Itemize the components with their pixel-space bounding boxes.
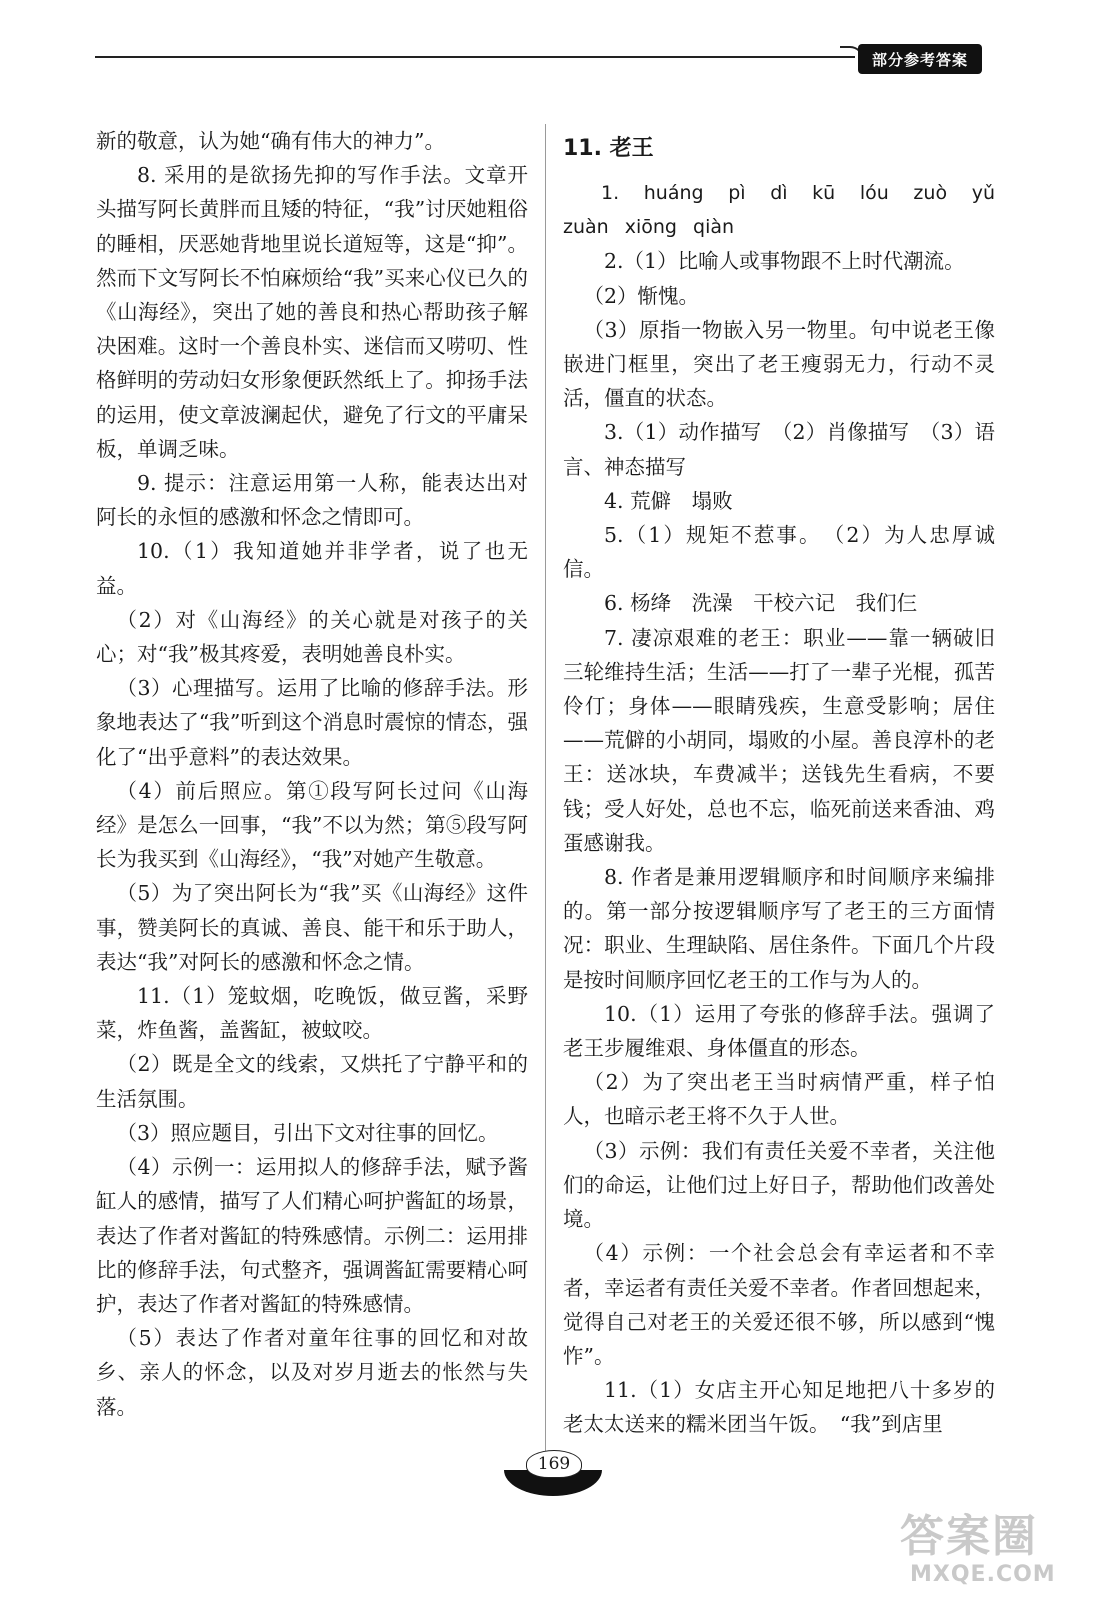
paragraph: （3）示例：我们有责任关爱不幸者，关注他们的命运，让他们过上好日子，帮助他们改善处境。 [563, 1138, 995, 1232]
paragraph: （3）原指一物嵌入另一物里。句中说老王像嵌进门框里，突出了老王瘦弱无力，行动不灵活，僵直的状态。 [563, 317, 995, 411]
paragraph: （2）惭愧。 [583, 283, 700, 308]
pinyin-answer: 1. huáng pì dì kū lóu zuò yǔ zuàn xiōng qiàn [563, 182, 995, 239]
column-divider [545, 124, 546, 1454]
page-number-badge [498, 1444, 608, 1504]
paragraph: （2）对《山海经》的关心就是对孩子的关心；对“我”极其疼爱，表明她善良朴实。 [96, 607, 528, 667]
paragraph: 3.（1）动作描写 （2）肖像描写 （3）语言、神态描写 [563, 420, 995, 479]
right-column [563, 124, 995, 1442]
paragraph: 新的敬意，认为她“确有伟大的神力”。 [96, 129, 445, 153]
paragraph: 11.（1）笼蚊烟，吃晚饭，做豆酱，采野菜，炸鱼酱，盖酱缸，被蚊咬。 [96, 984, 528, 1043]
watermark-url: MXQE.COM [910, 1562, 1056, 1587]
paragraph: 8. 作者是兼用逻辑顺序和时间顺序来编排的。第一部分按逻辑顺序写了老王的三方面情况：职业、生理缺陷、居住条件。下面几个片段是按时间顺序回忆老王的工作与为人的。 [563, 865, 995, 992]
header-rule [95, 56, 855, 58]
paragraph: （2）既是全文的线索，又烘托了宁静平和的生活氛围。 [96, 1052, 528, 1111]
paragraph: 10.（1）运用了夸张的修辞手法。强调了老王步履维艰、身体僵直的形态。 [563, 1001, 995, 1061]
header-tab: 部分参考答案 [858, 44, 982, 74]
paragraph: 7. 凄凉艰难的老王：职业——靠一辆破旧三轮维持生活；生活——打了一辈子光棍，孤苦伶仃；身体——眼睛残疾，生意受影响；居住——荒僻的小胡同，塌败的小屋。善良淳朴的老王：送冰块，车费减半；送钱先生看病，不要钱；受人好处，总也不忘，临死前送来香油、鸡蛋感谢我。 [563, 625, 995, 855]
paragraph: 10.（1）我知道她并非学者，说了也无益。 [96, 539, 528, 598]
paragraph: （2）为了突出老王当时病情严重，样子怕人，也暗示老王将不久于人世。 [563, 1070, 995, 1129]
page-number: 169 [526, 1450, 582, 1478]
paragraph: 8. 采用的是欲扬先抑的写作手法。文章开头描写阿长黄胖而且矮的特征，“我”讨厌她粗俗的睡相，厌恶她背地里说长道短等，这是“抑”。然而下文写阿长不怕麻烦给“我”买来心仪已久的《山海经》，突出了她的善良和热心帮助孩子解决困难。这时一个善良朴实、迷信而又唠叨、性格鲜明的劳动妇女形象便跃然纸上了。抑扬手法的运用，使文章波澜起伏，避免了行文的平庸呆板，单调乏味。 [96, 163, 528, 461]
paragraph: （4）示例：一个社会总会有幸运者和不幸者，幸运者有责任关爱不幸者。作者回想起来，觉得自己对老王的关爱还很不够，所以感到“愧怍”。 [563, 1241, 995, 1368]
paragraph: （3）心理描写。运用了比喻的修辞手法。形象地表达了“我”听到这个消息时震惊的情态，强化了“出乎意料”的表达效果。 [96, 676, 528, 769]
paragraph: （4）示例一：运用拟人的修辞手法，赋予酱缸人的感情，描写了人们精心呵护酱缸的场景，表达了作者对酱缸的特殊感情。示例二：运用排比的修辞手法，句式整齐，强调酱缸需要精心呵护，表达了作者对酱缸的特殊感情。 [96, 1155, 528, 1316]
paragraph: 5.（1）规矩不惹事。 （2）为人忠厚诚信。 [563, 523, 995, 582]
paragraph: 9. 提示：注意运用第一人称，能表达出对阿长的永恒的感激和怀念之情即可。 [96, 471, 528, 530]
paragraph: 6. 杨绛 洗澡 干校六记 我们仨 [604, 591, 918, 616]
left-column [96, 124, 528, 1424]
paragraph: （4）前后照应。第①段写阿长过问《山海经》是怎么一回事，“我”不以为然；第⑤段写阿长为我买到《山海经》，“我”对她产生敬意。 [96, 778, 528, 872]
section-title: 11. 老王 [563, 136, 654, 161]
paragraph: 4. 荒僻 塌败 [604, 488, 733, 513]
watermark-text: 答案圈 [900, 1511, 1038, 1562]
paragraph: （5）表达了作者对童年往事的回忆和对故乡、亲人的怀念，以及对岁月逝去的怅然与失落。 [96, 1326, 528, 1419]
watermark [900, 1512, 1090, 1592]
paragraph: 11.（1）女店主开心知足地把八十多岁的老太太送来的糯米团当午饭。 “我”到店里 [563, 1378, 995, 1437]
paragraph: （5）为了突出阿长为“我”买《山海经》这件事，赞美阿长的真诚、善良、能干和乐于助人，表达“我”对阿长的感激和怀念之情。 [96, 881, 528, 974]
paragraph: （3）照应题目，引出下文对往事的回忆。 [116, 1120, 499, 1145]
paragraph: 2.（1）比喻人或事物跟不上时代潮流。 [604, 249, 965, 274]
